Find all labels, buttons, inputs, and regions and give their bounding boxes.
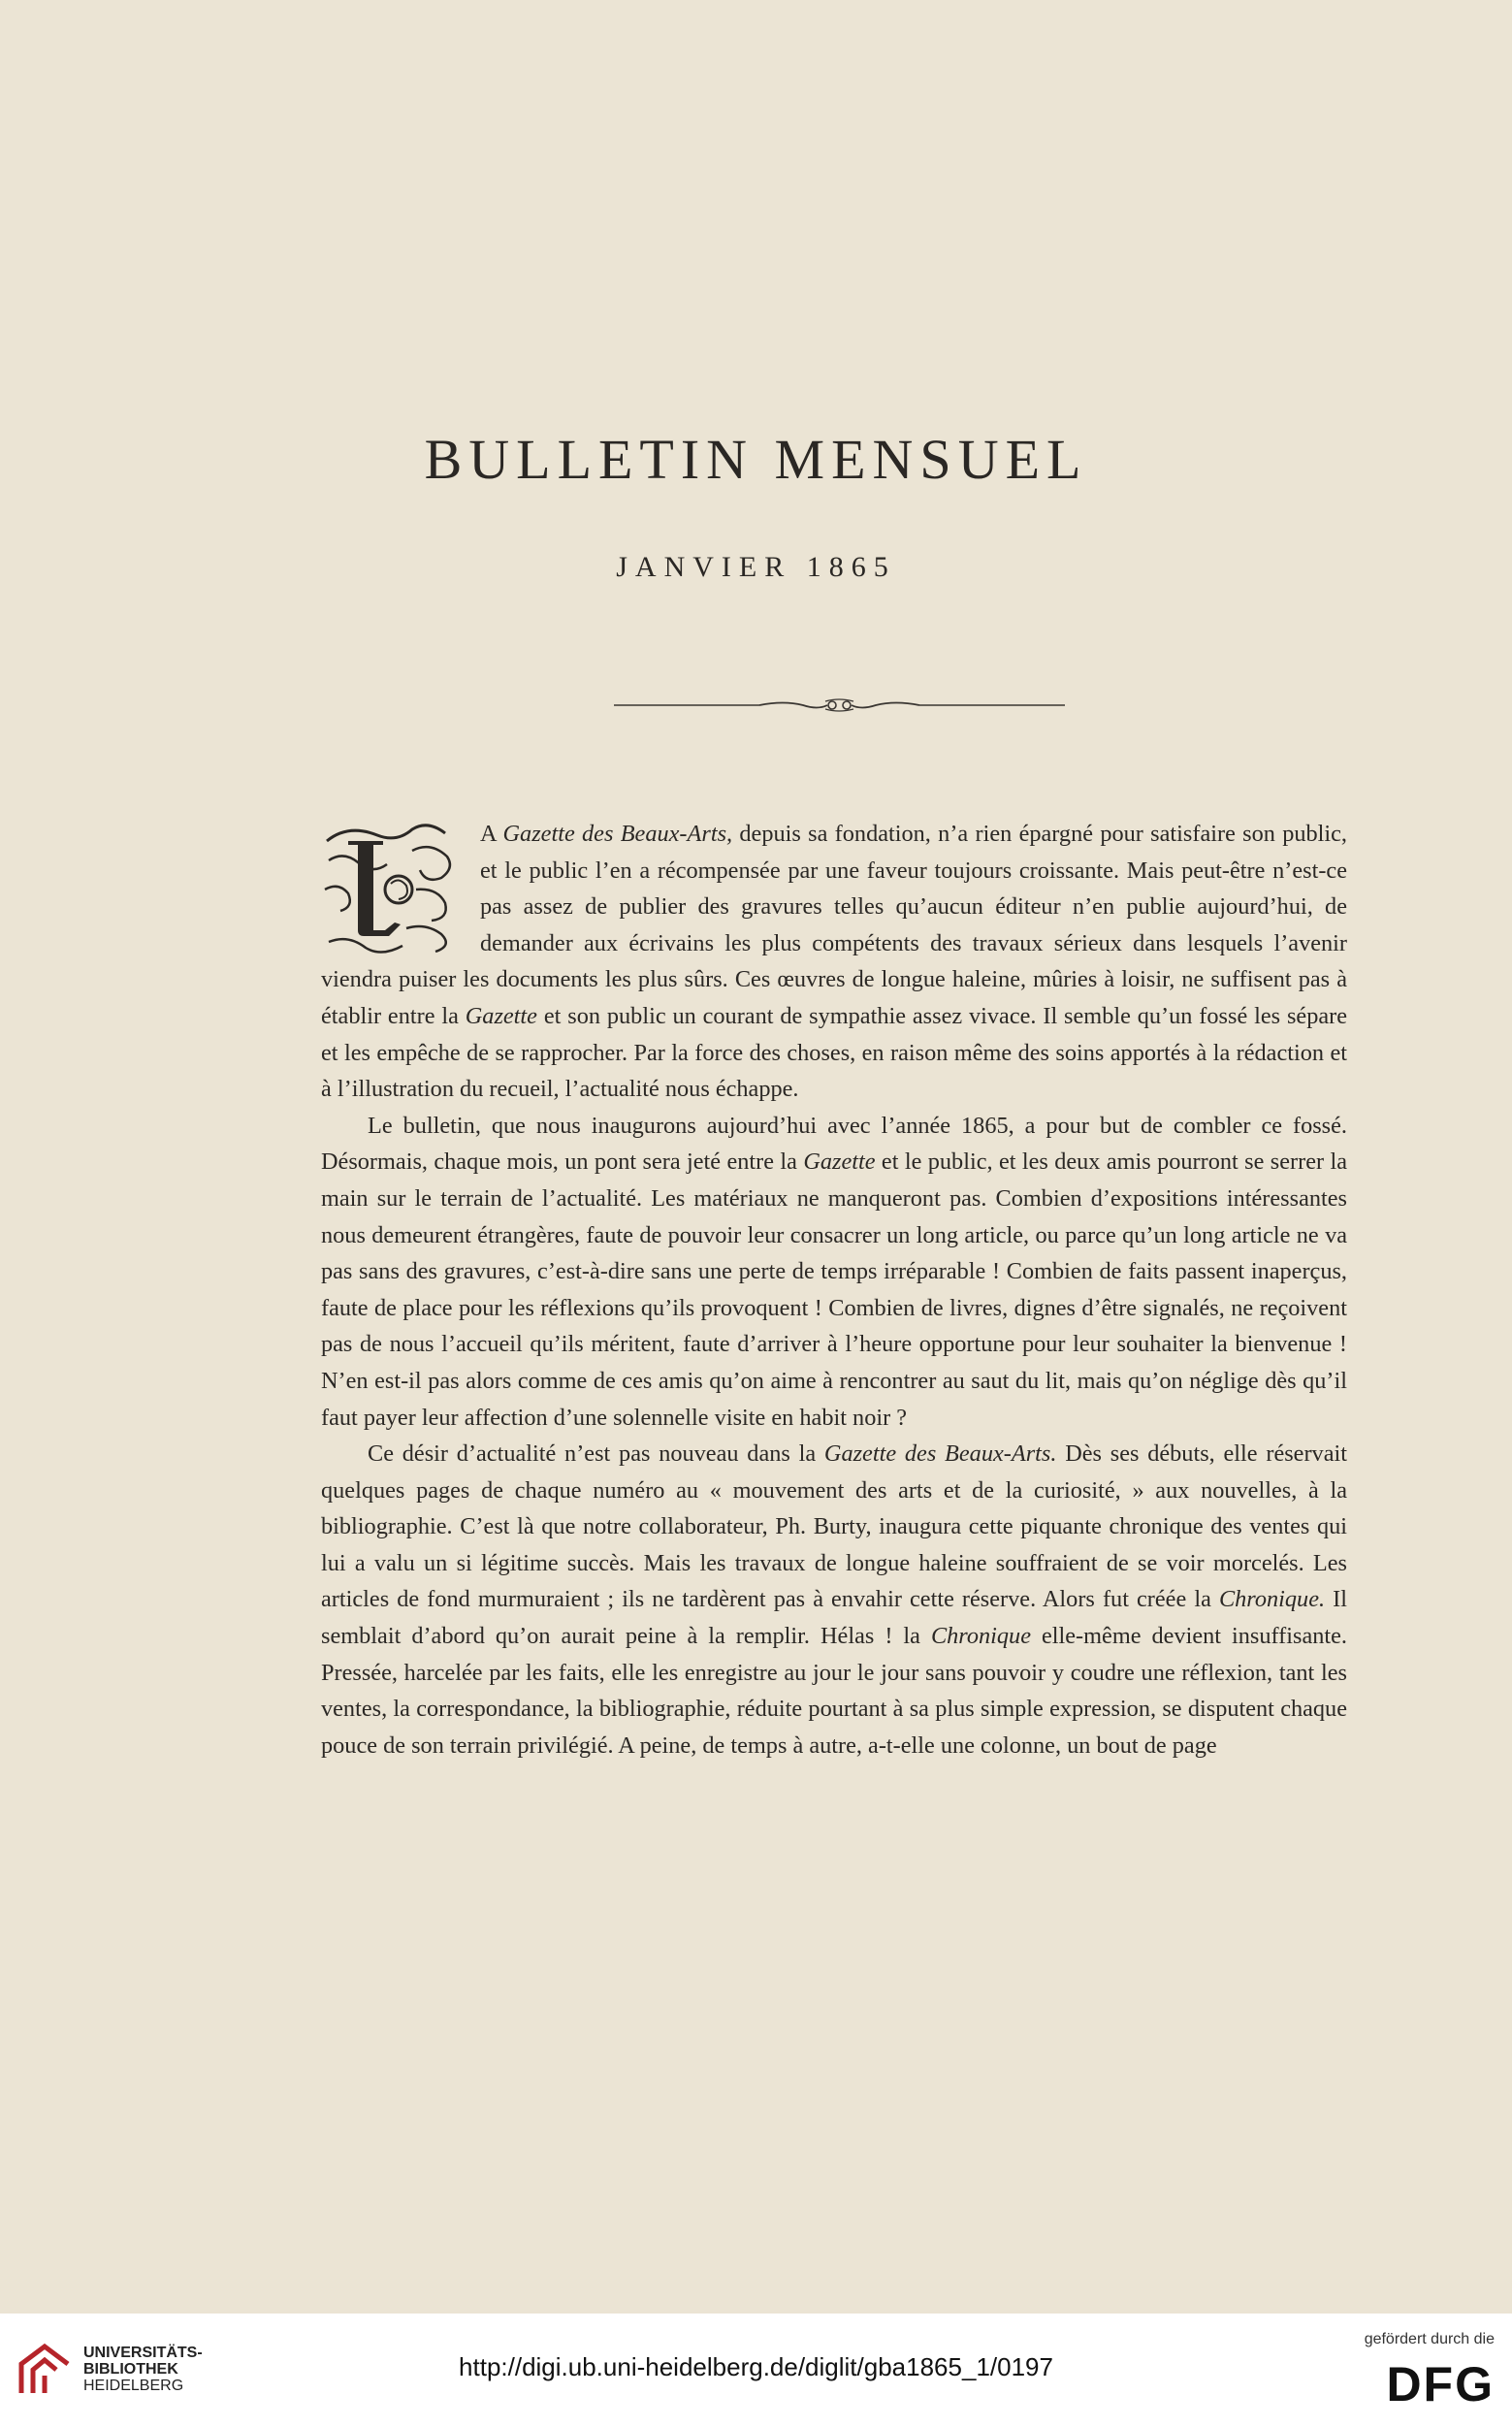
- source-url-link[interactable]: http://digi.ub.uni-heidelberg.de/diglit/gba1865_1/0197: [459, 2352, 1053, 2381]
- paragraph-text-segment: A: [480, 821, 503, 847]
- paragraph-text-segment: Chronique.: [1218, 1586, 1326, 1613]
- paragraph-text-segment: Gazette: [465, 1002, 537, 1029]
- paragraph-text-segment: et le public, et les deux amis pourront se serrer la main sur le terrain de l’actualité. Les matériaux ne manqueront pas. Combien d’expositions intéressantes nous demeurent étrangères, faute de pouvoir leur consacrer un long article, ou parce qu’un long article ne va pas sans des gravures, c’est-à-dire sans une perte de temps irréparable ! Combien de faits passent inaperçus, faute de place pour les réflexions qu’ils provoquent ! Combien de livres, dignes d’être signalés, ne reçoivent pas de nous l’accueil qu’ils méritent, faute d’arriver à l’heure opportune pour leur souhaiter la bienvenue ! N’en est-il pas alors comme de ces amis qu’on aime à rencontrer au saut du lit, mais qu’on néglige dès qu’il faut payer leur affection d’une solennelle visite en habit noir ?: [321, 1149, 1347, 1431]
- paragraph: [321, 1436, 1347, 1764]
- paragraph-text-segment: Chronique: [930, 1623, 1031, 1650]
- paragraph-text-segment: Gazette: [803, 1149, 876, 1176]
- sponsor-label: gefördert durch die: [1364, 2331, 1495, 2347]
- paragraph-text-segment: Gazette des Beaux-Arts,: [502, 821, 733, 847]
- paragraph-text-segment: elle-même devient insuffisante. Pressée, harcelée par les faits, elle les enregistre au jour le jour sans pouvoir y coudre une réflexion, tant les ventes, la correspondance, la bibliographie, réduite pourtant à sa plus simple expression, se disputent chaque pouce de son terrain privilégié. A peine, de temps à autre, a-t-elle une colonne, un bout de page: [321, 1623, 1347, 1759]
- paragraph: [321, 1108, 1347, 1436]
- paragraph-text-segment: Gazette des Beaux-Arts.: [823, 1440, 1057, 1468]
- paragraph-text-segment: Il semblait d’abord qu’on aurait peine à la remplir. Hélas ! la: [321, 1586, 1347, 1650]
- library-name-line2: BIBLIOTHEK: [83, 2361, 178, 2378]
- library-name-line3: HEIDELBERG: [83, 2378, 184, 2394]
- paragraph-text-segment: Dès ses débuts, elle réservait quelques pages de chaque numéro au « mouvement des arts et de la curiosité, » aux nouvelles, à la bibliographie. C’est là que notre collaborateur, Ph. Burty, inaugura cette piquante chronique des ventes qui lui a valu un si légitime succès. Mais les travaux de longue haleine souffraient de se voir morcelés. Les articles de fond murmuraient ; ils ne tardèrent pas à envahir cette réserve. Alors fut créée la: [321, 1440, 1347, 1613]
- paragraph-text-segment: Ce désir d’actualité n’est pas nouveau dans la: [368, 1440, 824, 1468]
- paragraph-text-segment: depuis sa fondation, n’a rien épargné pour satisfaire son public, et le public l’en a récompensée par une faveur toujours croissante. Mais peut-être n’est-ce pas assez de publier des gravures telles qu’aucun éditeur n’en publie aujourd’hui, de demander aux écrivains les plus compétents des travaux sérieux dans lesquels l’avenir viendra puiser les documents les plus sûrs. Ces œuvres de longue haleine, mûries à loisir, ne suffisent pas à établir entre la: [321, 821, 1348, 1029]
- article-body: [321, 816, 1347, 1764]
- dfg-logo: DFG: [1386, 2357, 1495, 2411]
- ornamental-rule-icon: [614, 698, 1065, 712]
- paragraph: [321, 816, 1347, 1108]
- library-name-line1: UNIVERSITÄTS-: [83, 2345, 203, 2361]
- paragraph-list: [321, 816, 1347, 1764]
- paragraph-text-segment: Le bulletin, que nous inaugurons aujourd’hui avec l’année 1865, a pour but de combler ce fossé. Désormais, chaque mois, un pont sera jeté entre la: [321, 1112, 1347, 1176]
- page-title: BULLETIN MENSUEL: [424, 428, 1088, 491]
- page-subtitle: JANVIER 1865: [616, 551, 896, 583]
- footer-bar: [0, 2314, 1512, 2427]
- dropcap-ornament-icon: [319, 822, 461, 957]
- paragraph-text-segment: et son public un courant de sympathie assez vivace. Il semble qu’un fossé les sépare et les empêche de se rapprocher. Par la force des choses, en raison même des soins apportés à la rédaction et à l’illustration du recueil, l’actualité nous échappe.: [321, 1002, 1347, 1103]
